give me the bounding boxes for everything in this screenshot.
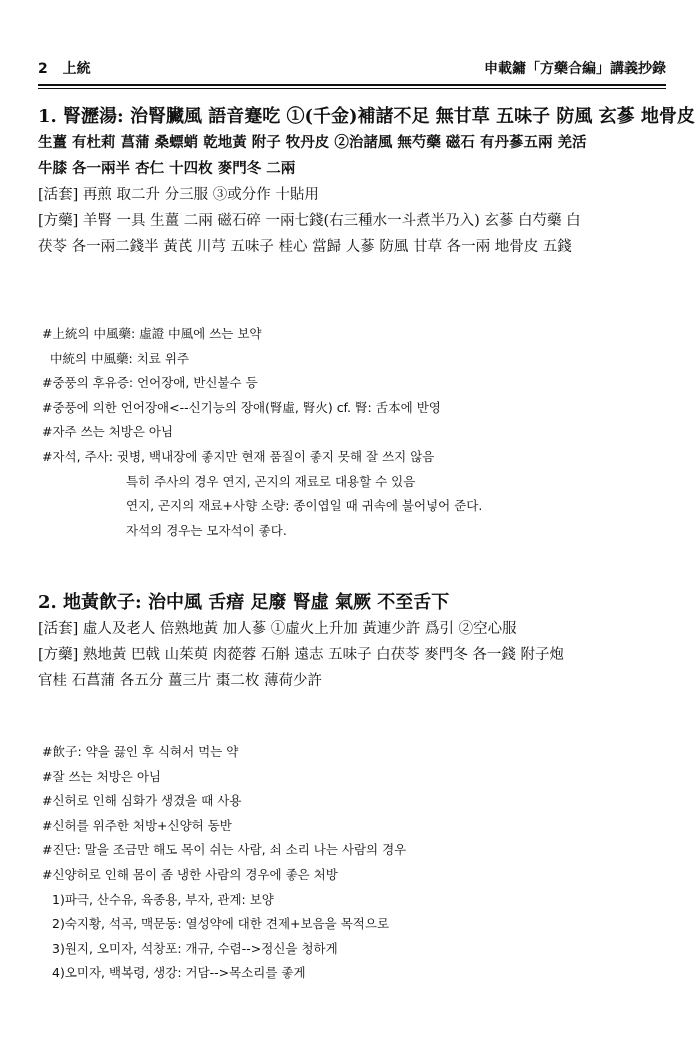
note-line: #신허로 인해 심화가 생겼을 때 사용 [42,793,242,809]
note-line: 4)오미자, 백복령, 생강: 거담-->목소리를 좋게 [52,965,306,981]
prescription-1-fangyao-cont: 茯苓 各一兩二錢半 黃芪 川芎 五味子 桂心 當歸 人蔘 防風 甘草 各一兩 地骨皮 五錢 [38,239,572,255]
prescription-2 [38,590,666,694]
note-line: #자석, 주사: 귓병, 백내장에 좋지만 현재 품질이 좋지 못해 잘 쓰지 않음 [42,448,435,464]
prescription-2-fangyao-cont: 官桂 石菖蒲 各五分 薑三片 棗二枚 薄荷少許 [38,673,323,689]
note-line: 자석의 경우는 모자석이 좋다. [126,522,287,538]
note-line: 연지, 곤지의 재료+사향 소량: 종이엽일 때 귀속에 불어넣어 준다. [126,498,483,514]
note-line: 中統의 中風藥: 치료 위주 [50,350,190,366]
prescription-2-title: 2. 地黃飮子: 治中風 舌瘖 足廢 腎虛 氣厥 不至舌下 [38,592,450,613]
note-line: 2)숙지황, 석곡, 맥문동: 열성약에 대한 견제+보음을 목적으로 [52,916,390,932]
notes-2 [42,740,666,986]
page-header [38,58,666,78]
chapter-title: 上統 [62,61,91,77]
note-line: #신허를 위주한 처방+신양허 동반 [42,817,232,833]
note-line: #신양허로 인해 몸이 좀 냉한 사람의 경우에 좋은 처방 [42,866,338,882]
book-title: 申載鏞「方藥合編」講義抄錄 [484,61,666,77]
note-line: 1)파극, 산수유, 육종용, 부자, 관계: 보양 [52,891,274,907]
note-line: 특히 주사의 경우 연지, 곤지의 재료로 대용할 수 있음 [126,473,416,489]
note-line: #자주 쓰는 처방은 아님 [42,424,174,440]
note-line: #飮子: 약을 끓인 후 식혀서 먹는 약 [42,744,239,759]
note-line: #중풍의 후유증: 언어장애, 반신불수 등 [42,375,258,391]
prescription-1 [38,104,695,260]
prescription-1-hwaltao: [活套] 再煎 取二升 分三服 ③或分作 十貼用 [38,187,319,203]
prescription-1-title: 1. 腎瀝湯: 治腎臟風 語音蹇吃 ①(千金)補諸不足 無甘草 五味子 防風 玄蔘 地骨皮 [38,106,695,127]
prescription-1-line: 生薑 有杜莉 菖蒲 桑螵蛸 乾地黃 附子 牧丹皮 ②治諸風 無芍藥 磁石 有丹蔘五兩 羌活 [38,134,587,151]
notes-1 [42,322,666,543]
header-left [38,58,101,78]
note-line: #중풍에 의한 언어장애<--신기능의 장애(腎虛, 腎火) cf. 腎: 舌本에 반영 [42,399,441,415]
prescription-2-fangyao: [方藥] 熟地黃 巴戟 山茱萸 肉蓯蓉 石斛 遠志 五味子 白茯苓 麥門冬 各一錢 附子炮 [38,647,565,663]
prescription-1-line: 牛膝 各一兩半 杏仁 十四枚 麥門冬 二兩 [38,160,296,177]
header-rule [38,84,666,89]
note-line: #잘 쓰는 처방은 아님 [42,768,161,784]
note-line: #진단: 말을 조금만 해도 목이 쉬는 사람, 쇠 소리 나는 사람의 경우 [42,842,407,858]
page-number: 2 [38,61,48,77]
prescription-2-hwaltao: [活套] 虛人及老人 倍熟地黃 加人蔘 ①虛火上升加 黃連少許 爲引 ②空心服 [38,621,517,637]
prescription-1-fangyao: [方藥] 羊腎 一具 生薑 二兩 磁石碎 一兩七錢(右三種水一斗煮半乃入) 玄蔘 白芍藥 白 [38,213,581,229]
note-line: #上統의 中風藥: 虛證 中風에 쓰는 보약 [42,326,262,341]
note-line: 3)원지, 오미자, 석창포: 개규, 수렴-->정신을 청하게 [52,940,338,956]
